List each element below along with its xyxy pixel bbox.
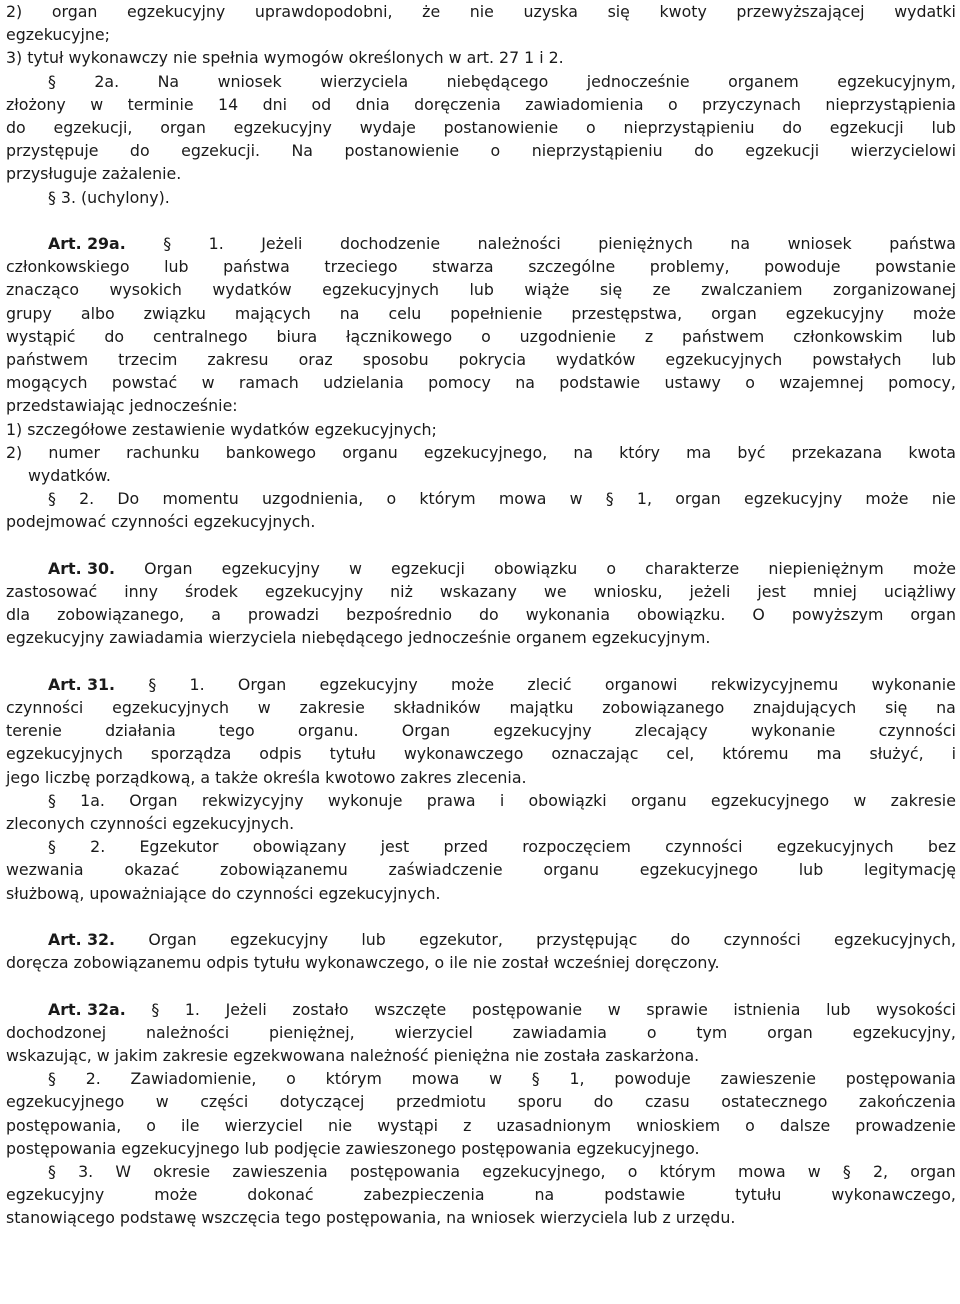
text-line: mogących powstać w ramach udzielania pomocy na podstawie ustawy o wzajemnej pomocy, [6, 373, 956, 393]
text-line: wezwania okazać zobowiązanemu zaświadczenie organu egzekucyjnego lub legitymację [6, 860, 956, 880]
text-line: członkowskiego lub państwa trzeciego stwarza szczególne problemy, powoduje powstanie [6, 257, 956, 277]
text-line: § 1a. Organ rekwizycyjny wykonuje prawa i obowiązki organu egzekucyjnego w zakresie [48, 790, 956, 810]
text-line: § 2a. Na wniosek wierzyciela niebędącego jednocześnie organem egzekucyjnym, [48, 71, 956, 91]
text-block [6, 232, 956, 534]
text-line: wydatków. [28, 466, 111, 486]
text-line: § 2. Egzekutor obowiązany jest przed rozpoczęciem czynności egzekucyjnych bez [48, 837, 956, 857]
text-line: złożony w terminie 14 dni od dnia doręczenia zawiadomienia o przyczynach nieprzystąpienia [6, 94, 956, 114]
text-line: egzekucyjnych sporządza odpis tytułu wykonawczego oznaczając cel, któremu ma służyć, i [6, 744, 956, 764]
text-block [6, 70, 956, 209]
text-line: egzekucyjne; [6, 25, 110, 45]
paragraph-gap [6, 974, 956, 997]
text-line: grupy albo związku mających na celu popełnienie przestępstwa, organ egzekucyjny może [6, 303, 956, 323]
text-line: przedstawiając jednocześnie: [6, 396, 238, 416]
article-heading-line: Art. 32a. § 1. Jeżeli zostało wszczęte postępowanie w sprawie istnienia lub wysokości [48, 999, 956, 1019]
text-line: doręcza zobowiązanemu odpis tytułu wykonawczego, o ile nie został wcześniej doręczony. [6, 953, 720, 973]
text-line: jego liczbę porządkową, a także określa kwotowo zakres zlecenia. [6, 767, 527, 787]
document-page [6, 0, 956, 1230]
text-line: egzekucyjny może dokonać zabezpieczenia na podstawie tytułu wykonawczego, [6, 1185, 956, 1205]
text-line: podejmować czynności egzekucyjnych. [6, 512, 316, 532]
text-line: § 2. Zawiadomienie, o którym mowa w § 1, powoduje zawieszenie postępowania [48, 1069, 956, 1089]
text-line: postępowania egzekucyjnego lub podjęcie zawieszonego postępowania egzekucyjnego. [6, 1138, 700, 1158]
text-line: państwem trzecim zakresu oraz sposobu pokrycia wydatków egzekucyjnych powstałych lub [6, 350, 956, 370]
text-line: wystąpić do centralnego biura łącznikowego o uzgodnienie z państwem członkowskim lub [6, 326, 956, 346]
text-block [6, 928, 956, 974]
article-heading-line: Art. 29a. § 1. Jeżeli dochodzenie należności pieniężnych na wniosek państwa [48, 234, 956, 254]
text-line: 1) szczegółowe zestawienie wydatków egzekucyjnych; [6, 419, 437, 439]
text-line: stanowiącego podstawę wszczęcia tego postępowania, na wniosek wierzyciela lub z urzędu. [6, 1208, 736, 1228]
text-line: wskazując, w jakim zakresie egzekwowana należność pieniężna nie została zaskarżona. [6, 1046, 700, 1066]
text-line: zastosować inny środek egzekucyjny niż wskazany we wniosku, jeżeli jest mniej uciążliwy [6, 582, 956, 602]
text-block [6, 0, 956, 70]
text-line: dla zobowiązanego, a prowadzi bezpośrednio do wykonania obowiązku. O powyższym organ [6, 605, 956, 625]
article-heading-line: Art. 31. § 1. Organ egzekucyjny może zlecić organowi rekwizycyjnemu wykonanie [48, 674, 956, 694]
text-line: terenie działania tego organu. Organ egzekucyjny zlecający wykonanie czynności [6, 721, 956, 741]
text-line: czynności egzekucyjnych w zakresie składników majątku zobowiązanego znajdujących się na [6, 698, 956, 718]
text-line: egzekucyjny zawiadamia wierzyciela niebędącego jednocześnie organem egzekucyjnym. [6, 628, 711, 648]
text-line: postępowania, o ile wierzyciel nie wystąpi z uzasadnionym wnioskiem o dalsze prowadzenie [6, 1115, 956, 1135]
text-line: dochodzonej należności pieniężnej, wierzyciel zawiadamia o tym organ egzekucyjny, [6, 1022, 956, 1042]
text-block [6, 557, 956, 650]
text-line: § 3. (uchylony). [48, 187, 170, 207]
paragraph-gap [6, 905, 956, 928]
article-heading-line: Art. 32. Organ egzekucyjny lub egzekutor, przystępując do czynności egzekucyjnych, [48, 930, 956, 950]
text-line: § 2. Do momentu uzgodnienia, o którym mowa w § 1, organ egzekucyjny może nie [48, 489, 956, 509]
text-line: znacząco wysokich wydatków egzekucyjnych lub wiąże się ze zwalczaniem zorganizowanej [6, 280, 956, 300]
paragraph-gap [6, 650, 956, 673]
text-line: 2) organ egzekucyjny uprawdopodobni, że nie uzyska się kwoty przewyższającej wydatki [6, 2, 956, 21]
text-line: 3) tytuł wykonawczy nie spełnia wymogów określonych w art. 27 1 i 2. [6, 48, 564, 68]
text-line: przysługuje zażalenie. [6, 164, 182, 184]
text-line: egzekucyjnego w części dotyczącej przedmiotu sporu do czasu ostatecznego zakończenia [6, 1092, 956, 1112]
text-line: służbową, upoważniające do czynności egzekucyjnych. [6, 883, 441, 903]
text-block [6, 673, 956, 905]
paragraph-gap [6, 209, 956, 232]
text-line: 2) numer rachunku bankowego organu egzekucyjnego, na który ma być przekazana kwota [6, 442, 956, 462]
article-heading-line: Art. 30. Organ egzekucyjny w egzekucji obowiązku o charakterze niepieniężnym może [48, 558, 956, 578]
paragraph-gap [6, 534, 956, 557]
text-line: do egzekucji, organ egzekucyjny wydaje postanowienie o nieprzystąpieniu do egzekucji lub [6, 118, 956, 138]
text-line: zleconych czynności egzekucyjnych. [6, 814, 295, 834]
text-block [6, 998, 956, 1230]
text-line: przystępuje do egzekucji. Na postanowienie o nieprzystąpieniu do egzekucji wierzycielowi [6, 141, 956, 161]
text-line: § 3. W okresie zawieszenia postępowania egzekucyjnego, o którym mowa w § 2, organ [48, 1162, 956, 1182]
